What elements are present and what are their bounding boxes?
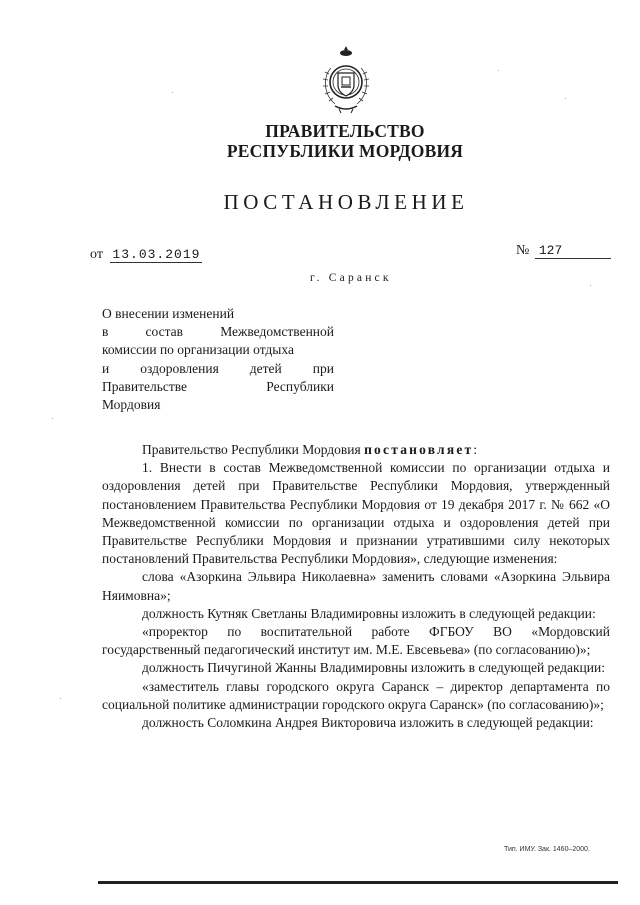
subject-word: при [312, 360, 334, 376]
intro-paragraph [102, 441, 610, 459]
subject-line [102, 323, 334, 341]
subject-word: Правительстве [102, 378, 188, 394]
document-date [90, 247, 202, 263]
coat-of-arms-icon [317, 42, 375, 116]
document-number [516, 243, 611, 259]
subject-line [102, 378, 334, 396]
body-paragraph: 1. Внести в состав Межведомственной комиссии по организации отдыха и оздоровления детей при Правительстве Республики Мордовия, утвержденный постановлением Правительства Республики Мордовия от 19 декабря 2017 г. № 662 «О Межведомственной комиссии по организации отдыха и оздоровления детей при Правительстве Республики Мордовия и признании утратившими силу некоторых постановлений Правительства Республики Мордовия», следующие изменения: [102, 460, 610, 567]
document-body [102, 441, 610, 732]
document-city: г. Саранск [310, 272, 392, 284]
date-prefix: от [90, 247, 103, 262]
scan-speck [498, 70, 499, 71]
government-title [0, 121, 640, 161]
scan-speck [565, 98, 566, 99]
intro-text: Правительство Республики Мордовия [142, 442, 365, 457]
subject-word: детей [249, 360, 282, 376]
body-paragraph: должность Кутняк Светланы Владимировны изложить в следующей редакции: [142, 605, 596, 621]
subject-word: оздоровления [140, 360, 219, 376]
subject-line: комиссии по организации отдыха [102, 342, 294, 358]
intro-end: : [473, 442, 478, 457]
body-paragraph: слова «Азоркина Эльвира Николаевна» заменить словами «Азоркина Эльвира Няимовна»; [102, 569, 610, 603]
number-prefix: № [516, 243, 530, 258]
subject-line [102, 360, 334, 378]
subject-word: Республики [266, 378, 334, 394]
date-value: 13.03.2019 [112, 247, 201, 262]
body-paragraph: «заместитель главы городского округа Саранск – директор департамента по социальной политике администрации городского округа Саранск» (по согласованию)»; [102, 678, 610, 712]
subject-line: О внесении изменений [102, 306, 235, 321]
body-paragraph: должность Пичугиной Жанны Владимировны изложить в следующей редакции: [142, 660, 605, 676]
subject-line: Мордовия [102, 397, 161, 413]
intro-keyword: постановляет [364, 442, 474, 457]
scan-speck [172, 92, 173, 93]
subject-word: состав [145, 324, 184, 340]
number-value: 127 [535, 243, 611, 259]
document-type: ПОСТАНОВЛЕНИЕ [223, 190, 469, 214]
subject-word: в [102, 324, 109, 340]
government-title-line1: ПРАВИТЕЛЬСТВО [265, 121, 425, 141]
bottom-rule [98, 881, 618, 884]
document-subject [102, 305, 334, 414]
government-title-line2: РЕСПУБЛИКИ МОРДОВИЯ [226, 141, 464, 161]
body-paragraph: «проректор по воспитательной работе ФГБОУ ВО «Мордовский государственный педагогический институт им. М.Е. Евсевьева» (по согласованию)»; [102, 624, 610, 658]
subject-word: Межведомственной [220, 324, 334, 340]
scan-speck [590, 285, 591, 286]
subject-word: и [102, 360, 110, 376]
scan-speck [60, 698, 61, 699]
printer-note: Тип. ИМУ. Зак. 1460–2000. [504, 846, 590, 853]
body-paragraph: должность Соломкина Андрея Викторовича изложить в следующей редакции: [142, 715, 594, 731]
scan-speck [52, 418, 53, 419]
